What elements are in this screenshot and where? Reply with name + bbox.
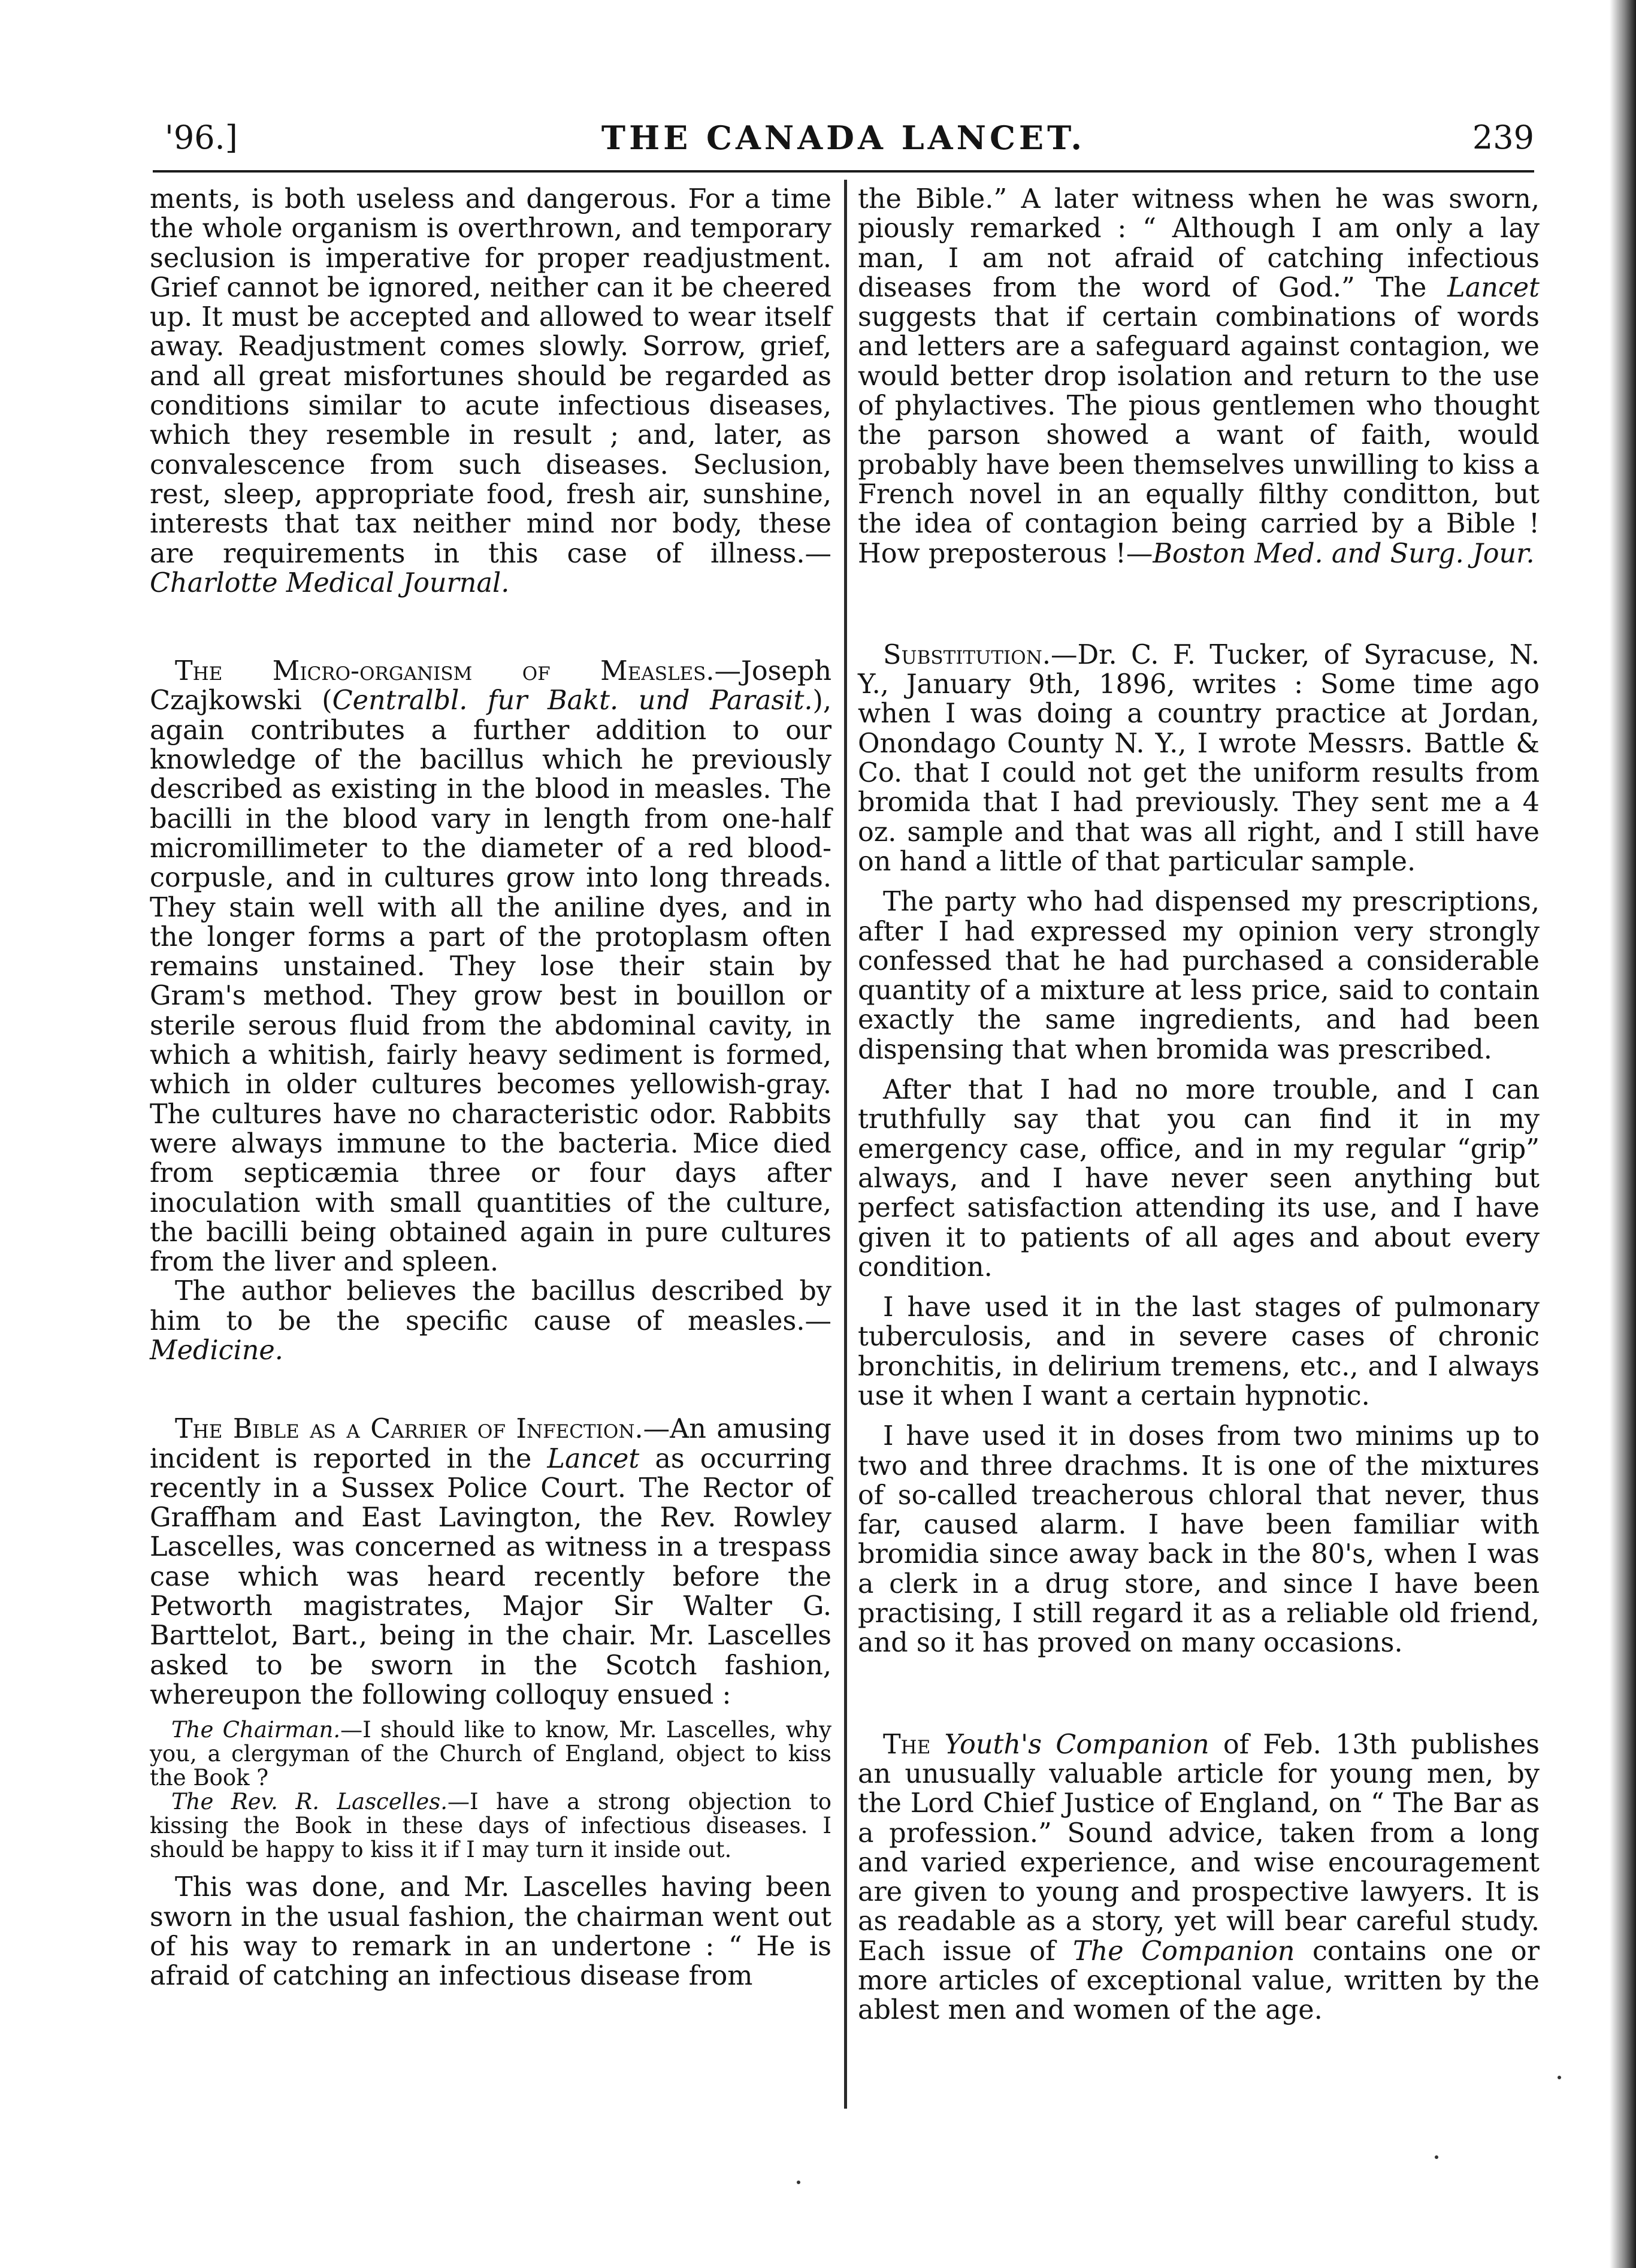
substitution-paragraph: I have used it in the last stages of pulmonary tuberculosis, and in severe cases of chronic bronchitis, in delirium tremens, etc., and I always use it when I want a certain hypnotic. <box>858 1292 1540 1411</box>
bible-article: The Bible as a Carrier of Infection.—An amusing incident is reported in the Lancet as occurring recently in a Sussex Police Court. The Rector of Graffham and East Lavington, the Rev. Rowley Lascelles, was concerned as witness in a trespass case which was heard recently before the Petworth magistrates, Major Sir Walter G. Barttelot, Bart., being in the chair. Mr. Lascelles asked to be sworn in the Scotch fashion, whereupon the following colloquy ensued : <box>150 1414 831 1710</box>
publication-name: The Companion <box>1072 1936 1295 1967</box>
right-column <box>858 185 1540 2025</box>
continued-paragraph: ments, is both useless and dangerous. For a time the whole organism is overthrown, and temporary seclusion is imperative for proper readjustment. Grief cannot be ignored, neither can it be cheered up. It must be accepted and allowed to wear itself away. Readjustment comes slowly. Sorrow, grief, and all great misfortunes should be regarded as conditions similar to acute infectious diseases, which they resemble in result ; and, later, as convalescence from such diseases. Seclusion, rest, sleep, appropriate food, fresh air, sunshine, interests that tax neither mind nor body, these are requirements in this case of illness.—Charlotte Medical Journal. <box>150 184 831 598</box>
header-rule <box>153 170 1534 173</box>
source-citation: Medicine. <box>150 1335 283 1366</box>
source-citation: Boston Med. and Surg. Jour. <box>1153 538 1535 569</box>
left-column <box>150 185 831 1991</box>
article-title: The Micro-organism of Measles. <box>175 656 715 687</box>
measles-conclusion: The author believes the bacillus described by him to be the specific cause of measles.—Medicine. <box>150 1276 831 1366</box>
print-speck <box>1435 2155 1438 2159</box>
substitution-paragraph: I have used it in doses from two minims up to two and three drachms. It is one of the mixtures of so-called treacherous chloral that never, thus far, caused alarm. I have been familiar with bromidia since away back in the 80's, when I was a clerk in a drug store, and since I have been practising, I still regard it as a reliable old friend, and so it has proved on many occasions. <box>858 1421 1540 1659</box>
speaker-label: The Chairman. <box>171 1717 341 1743</box>
colloquy-quote <box>150 1718 831 1862</box>
print-speck <box>1558 2076 1561 2079</box>
column-divider <box>844 180 847 2109</box>
page-edge-shadow <box>1610 0 1636 2268</box>
speaker-label: The Rev. R. Lascelles. <box>171 1789 447 1815</box>
substitution-paragraph: The party who had dispensed my prescriptions, after I had expressed my opinion very strongly confessed that he had purchased a considerable quantity of a mixture at less price, said to contain exactly the same ingredients, and had been dispensing that when bromida was prescribed. <box>858 887 1540 1065</box>
chairman-speech: The Chairman.—I should like to know, Mr. Lascelles, why you, a clergyman of the Church of England, object to kiss the Book ? <box>150 1717 831 1791</box>
page-number: 239 <box>1472 119 1534 156</box>
article-lead: The <box>883 1729 931 1760</box>
running-head <box>153 114 1534 162</box>
bible-closing: This was done, and Mr. Lascelles having been sworn in the usual fashion, the chairman went out of his way to remark in an undertone : “ He is afraid of catching an infectious disease from <box>150 1872 831 1992</box>
journal-reference: Lancet <box>547 1443 640 1474</box>
journal-title: THE CANADA LANCET. <box>601 119 1086 157</box>
substitution-article: Substitution.—Dr. C. F. Tucker, of Syracuse, N. Y., January 9th, 1896, writes : Some time ago when I was doing a country practice at Jordan, Onondago County N. Y., I wrote Messrs. Battle & Co. that I could not get the uniform results from bromida that I had previously. They sent me a 4 oz. sample and that was all right, and I still have on hand a little of that particular sample. <box>858 639 1540 877</box>
publication-name: Youth's Companion <box>944 1729 1209 1760</box>
journal-reference: Centralbl. fur Bakt. und Parasit. <box>332 685 813 716</box>
bible-article-continued: the Bible.” A later witness when he was sworn, piously remarked : “ Although I am only a lay man, I am not afraid of catching infectious diseases from the word of God.” The Lancet suggests that if certain combinations of words and letters are a safeguard against contagion, we would better drop isolation and return to the use of phylactives. The pious gentlemen who thought the parson showed a want of faith, would probably have been themselves unwilling to kiss a French novel in an equally filthy conditton, but the idea of contagion being carried by a Bible ! How preposterous !—Boston Med. and Surg. Jour. <box>858 184 1540 569</box>
article-title: The Bible as a Carrier of Infection. <box>175 1414 643 1445</box>
article-title: Substitution. <box>883 639 1051 670</box>
rector-speech: The Rev. R. Lascelles.—I have a strong objection to kissing the Book in these days of infectious diseases. I should be happy to kiss it if I may turn it inside out. <box>150 1789 831 1863</box>
source-citation: Charlotte Medical Journal. <box>150 567 510 598</box>
journal-reference: Lancet <box>1447 272 1540 303</box>
issue-year: '96.] <box>165 119 238 156</box>
measles-article: The Micro-organism of Measles.—Joseph Czajkowski (Centralbl. fur Bakt. und Parasit.), again contributes a further addition to our knowledge of the bacillus which he previously described as existing in the blood in measles. The bacilli in the blood vary in length from one-half micromillimeter to the diameter of a red blood-corpusle, and in cultures grow into long threads. They stain well with all the aniline dyes, and in the longer forms a part of the protoplasm often remains unstained. They lose their stain by Gram's method. They grow best in bouillon or sterile serous fluid from the abdominal cavity, in which a whitish, fairly heavy sediment is formed, which in older cultures becomes yellowish-gray. The cultures have no characteristic odor. Rabbits were always immune to the bacteria. Mice died from septicæmia three or four days after inoculation with small quantities of the culture, the bacilli being obtained again in pure cultures from the liver and spleen. <box>150 656 831 1278</box>
print-speck <box>797 2181 800 2184</box>
substitution-paragraph: After that I had no more trouble, and I can truthfully say that you can find it in my emergency case, office, and in my regular “grip” always, and I have never seen anything but perfect satisfaction attending its use, and I have given it to patients of all ages and about every condition. <box>858 1075 1540 1283</box>
youths-companion-article: The Youth's Companion of Feb. 13th publishes an unusually valuable article for young men, by the Lord Chief Justice of England, on “ The Bar as a profession.” Sound advice, taken from a long and varied experience, and wise encouragement are given to young and prospective lawyers. It is as readable as a story, yet will bear careful study. Each issue of The Companion contains one or more articles of exceptional value, written by the ablest men and women of the age. <box>858 1729 1540 2026</box>
